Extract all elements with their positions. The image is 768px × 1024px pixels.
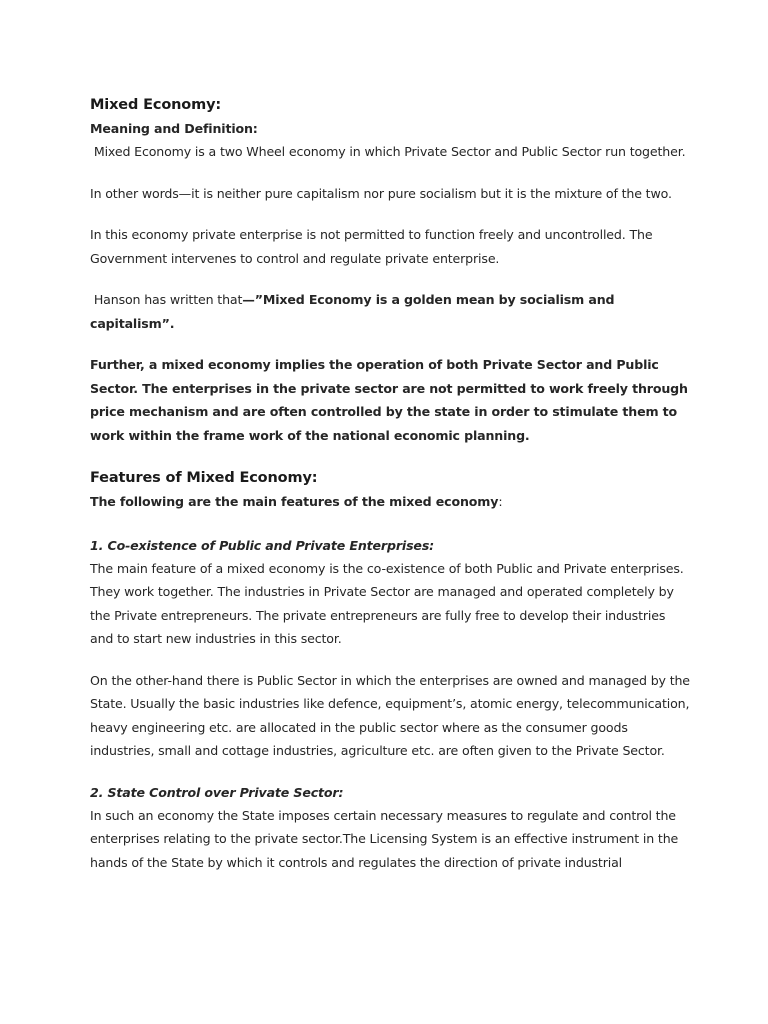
features-intro-text: The following are the main features of the mixed economy [90,494,499,509]
hanson-quote: —”Mixed Economy is a golden mean by socialism and capitalism”. [90,292,619,331]
meaning-heading: Meaning and Definition: [90,121,258,136]
feature2-heading: 2. State Control over Private Sector: [90,784,344,800]
definition-paragraph: Mixed Economy is a two Wheel economy in which Private Sector and Public Sector run together. [90,144,686,159]
further-paragraph: Further, a mixed economy implies the operation of both Private Sector and Public Sector. The enterprises in the private sector are not permitted to work freely through price mechanism and are often controlled by the state in order to stimulate them to work within the frame work of the national economic planning. [90,357,688,443]
hanson-prefix: Hanson has written that [90,292,243,307]
hanson-paragraph [90,288,690,335]
feature1-paragraph-2: On the other-hand there is Public Sector in which the enterprises are owned and managed by the State. Usually the basic industries like defence, equipment’s, atomic energy, telecommunication, heavy engineering etc. are allocated in the public sector where as the consumer goods industries, small and cottage industries, agriculture etc. are often given to the Private Sector. [90,672,690,758]
features-intro-colon: : [498,494,503,509]
features-intro [90,490,690,514]
feature1-heading: 1. Co-existence of Public and Private Enterprises: [90,537,435,553]
feature1-paragraph-1: The main feature of a mixed economy is the co-existence of both Public and Private enterprises. They work together. The industries in Private Sector are managed and operated completely by the Private entrepreneurs. The private entrepreneurs are fully free to develop their industries and to start new industries in this sector. [90,560,684,646]
document-title: Mixed Economy: [90,97,222,113]
features-title: Features of Mixed Economy: [90,470,318,486]
control-paragraph: In this economy private enterprise is not permitted to function freely and uncontrolled. The Government intervenes to control and regulate private enterprise. [90,227,653,266]
document-page [90,94,690,874]
feature2-paragraph-1: In such an economy the State imposes certain necessary measures to regulate and control the enterprises relating to the private sector.The Licensing System is an effective instrument in the hands of the State by which it controls and regulates the direction of private industrial [90,807,679,870]
other-words-paragraph: In other words—it is neither pure capitalism nor pure socialism but it is the mixture of the two. [90,185,672,201]
